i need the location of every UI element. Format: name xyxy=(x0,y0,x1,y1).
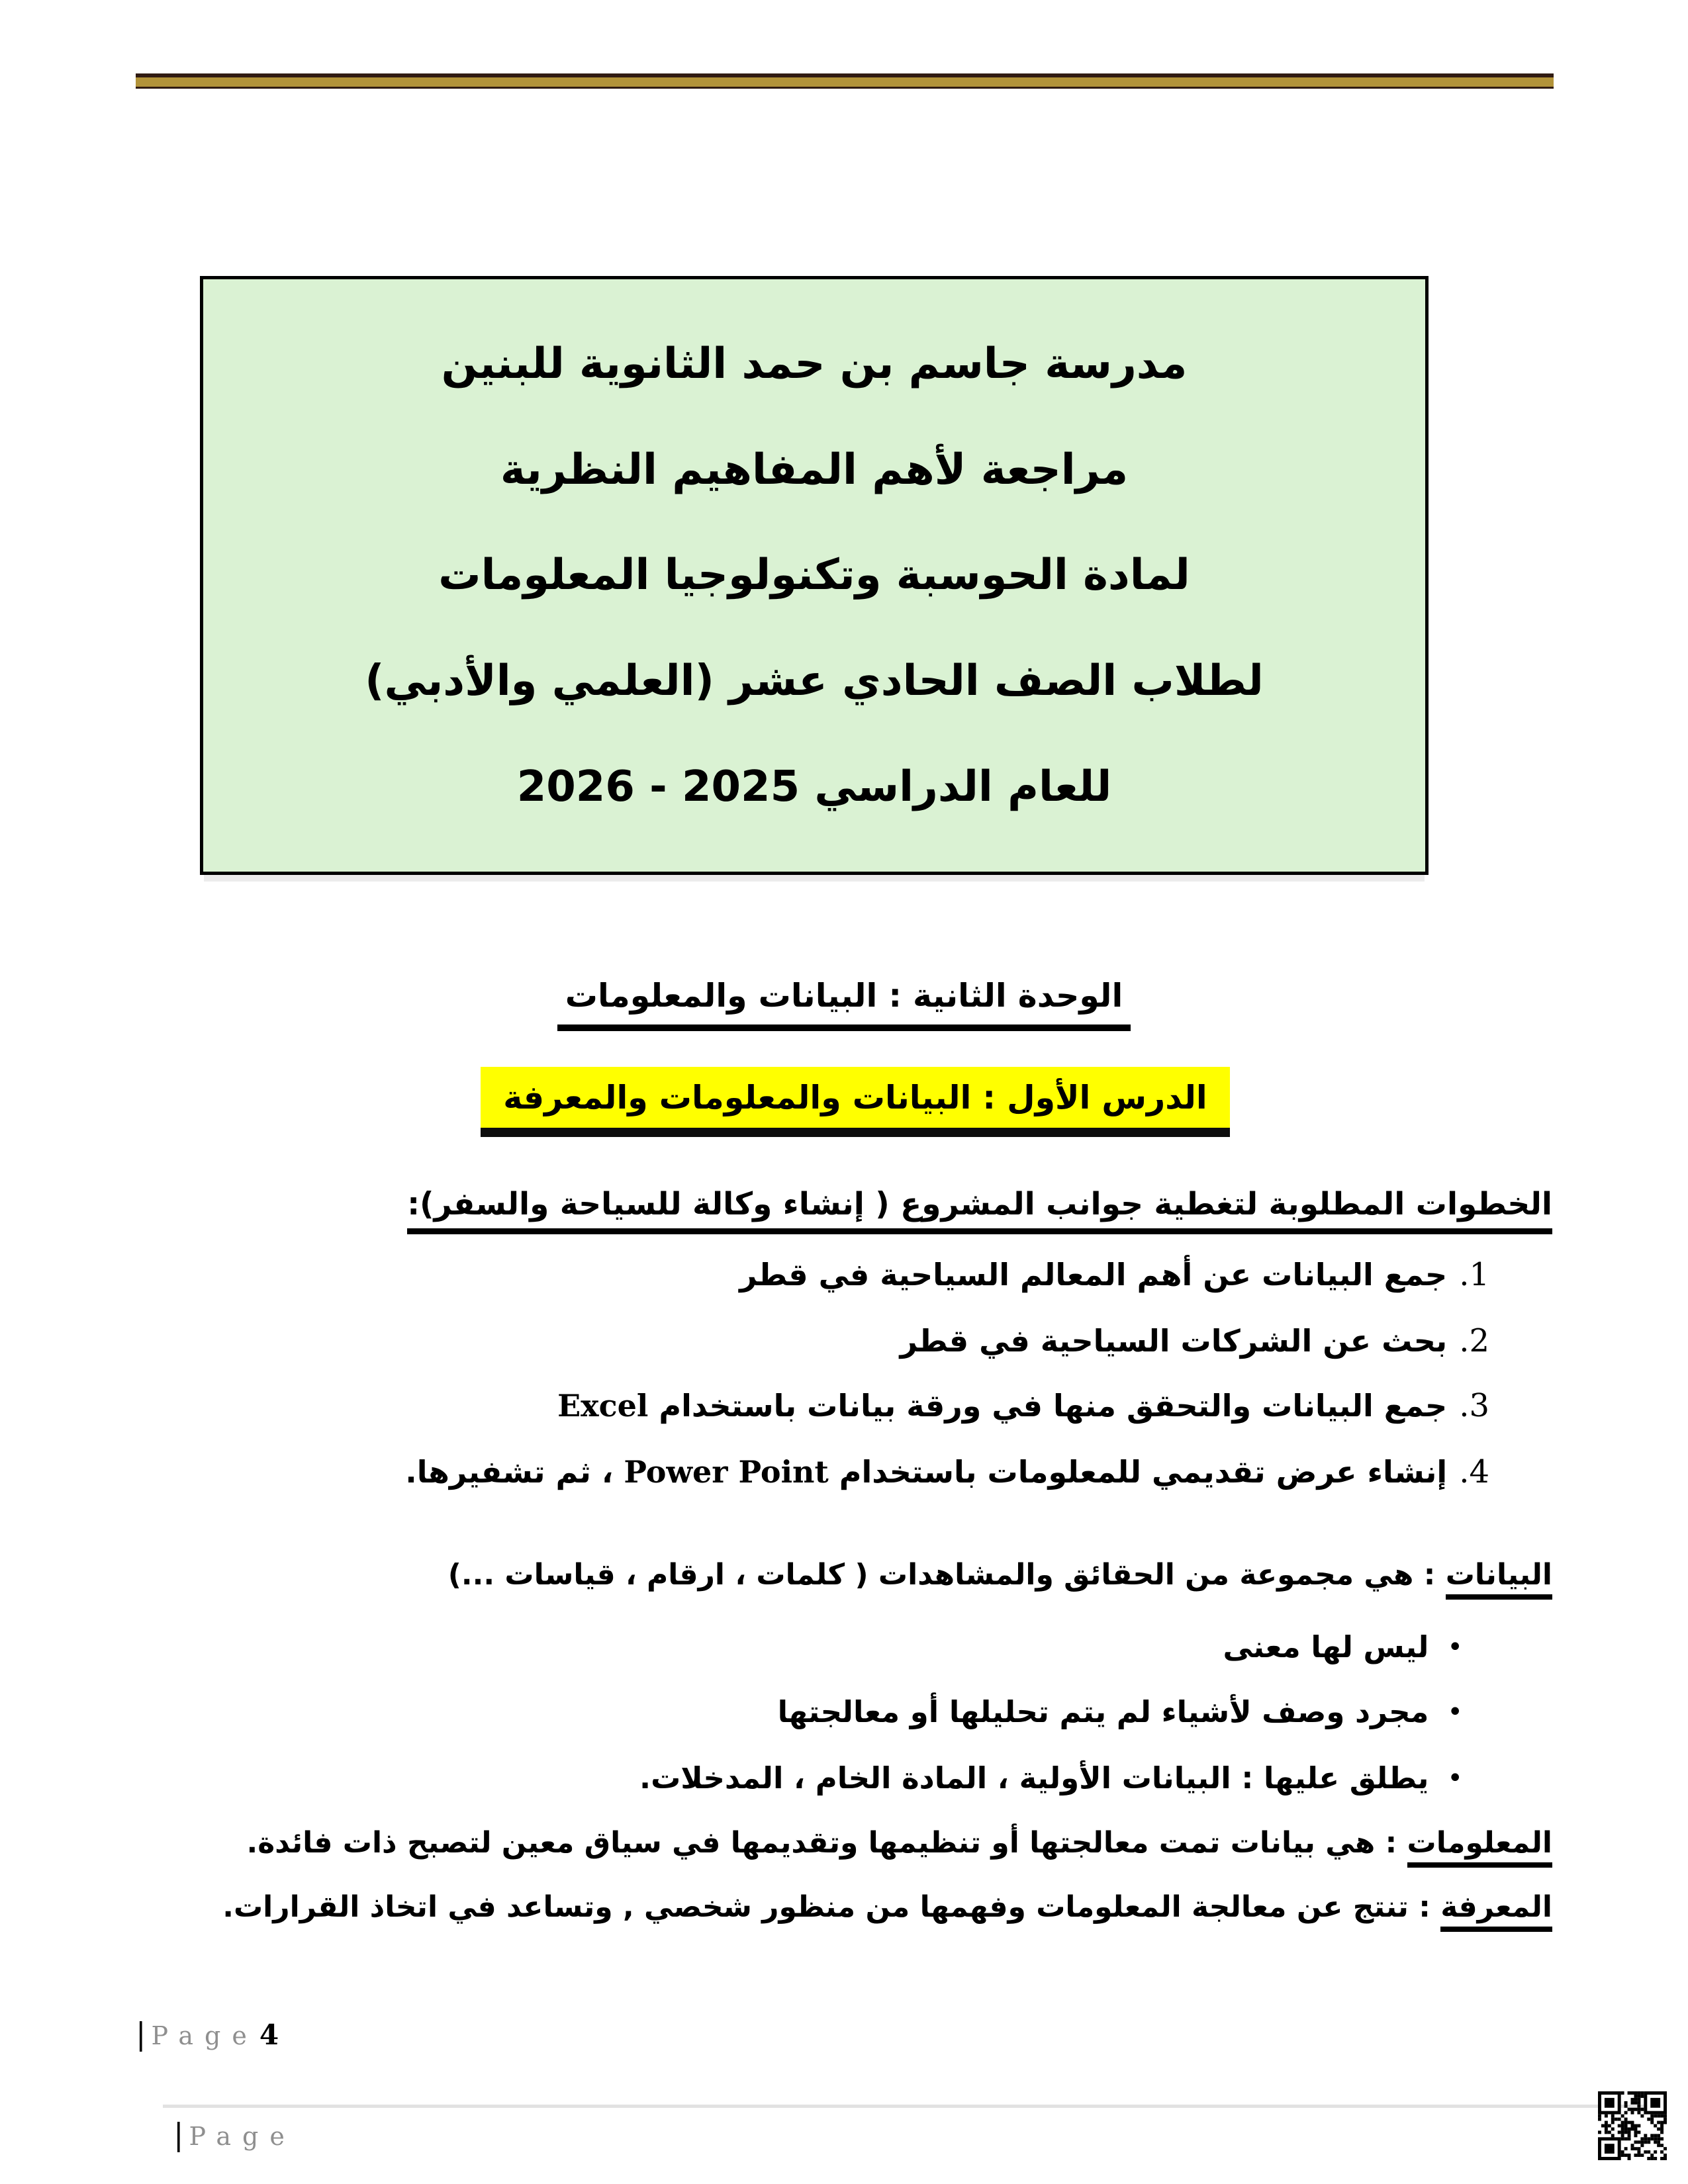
title-box xyxy=(200,276,1429,875)
steps-heading xyxy=(407,1187,1552,1234)
title-box-line: للعام الدراسي 2025 - 2026 xyxy=(516,762,1112,812)
step-number: 1. xyxy=(1459,1256,1489,1293)
title-box-line: مدرسة جاسم بن حمد الثانوية للبنين xyxy=(441,339,1188,388)
data-bullet-1 xyxy=(1223,1629,1463,1665)
decorative-top-border xyxy=(136,73,1554,89)
title-box-line: لمادة الحوسبة وتكنولوجيا المعلومات xyxy=(438,551,1190,600)
footer-bar: | xyxy=(173,2116,184,2152)
step-number: 2. xyxy=(1459,1322,1489,1359)
unit-heading xyxy=(0,978,1688,1031)
footer-bar: | xyxy=(136,2016,146,2052)
definition-term: المعلومات xyxy=(1407,1826,1552,1868)
bullet-text: مجرد وصف لأشياء لم يتم تحليلها أو معالجتها xyxy=(777,1694,1429,1729)
step-item-1 xyxy=(739,1256,1489,1293)
step-item-4 xyxy=(405,1453,1489,1490)
definition-body: : تنتج عن معالجة المعلومات وفهمها من منظور شخصي , وتساعد في اتخاذ القرارات. xyxy=(222,1890,1441,1924)
data-bullet-2 xyxy=(778,1694,1463,1730)
qr-code xyxy=(1597,2091,1667,2160)
footer-page-number xyxy=(136,2016,279,2052)
step-text: إنشاء عرض تقديمي للمعلومات باستخدام Power Point ، ثم تشفيرها. xyxy=(405,1454,1448,1490)
lesson-heading-highlight xyxy=(481,1067,1230,1137)
step-item-2 xyxy=(900,1322,1489,1359)
bullet-icon: • xyxy=(1447,1697,1463,1727)
definition-knowledge xyxy=(222,1889,1552,1925)
definition-information xyxy=(246,1825,1552,1861)
step-item-3 xyxy=(557,1387,1489,1424)
step-text: جمع البيانات عن أهم المعالم السياحية في قطر xyxy=(739,1257,1448,1293)
bullet-text: يطلق عليها : البيانات الأولية ، المادة الخام ، المدخلات. xyxy=(639,1760,1429,1796)
footer-page-label: Page xyxy=(151,2021,258,2050)
steps-heading-text: الخطوات المطلوبة لتغطية جوانب المشروع ( إنشاء وكالة للسياحة والسفر): xyxy=(407,1187,1552,1234)
title-box-line: لطلاب الصف الحادي عشر (العلمي والأدبي) xyxy=(365,657,1264,706)
step-text: جمع البيانات والتحقق منها في ورقة بيانات باستخدام Excel xyxy=(557,1388,1448,1424)
definition-body: : هي بيانات تمت معالجتها أو تنظيمها وتقديمها في سياق معين لتصبح ذات فائدة. xyxy=(246,1826,1407,1860)
definition-body: : هي مجموعة من الحقائق والمشاهدات ( كلمات ، ارقام ، قياسات ...) xyxy=(447,1558,1446,1592)
unit-heading-text: الوحدة الثانية : البيانات والمعلومات xyxy=(557,978,1131,1031)
definition-term: البيانات xyxy=(1446,1558,1552,1600)
footer-page-label-row xyxy=(173,2116,296,2152)
definition-data xyxy=(448,1557,1552,1593)
lesson-heading-text: الدرس الأول : البيانات والمعلومات والمعرفة xyxy=(503,1078,1207,1116)
definition-term: المعرفة xyxy=(1440,1890,1552,1932)
bullet-icon: • xyxy=(1447,1632,1463,1662)
title-box-line: مراجعة لأهم المفاهيم النظرية xyxy=(500,445,1129,494)
step-number: 4. xyxy=(1459,1453,1489,1490)
step-number: 3. xyxy=(1459,1387,1489,1424)
footer-page-number-value: 4 xyxy=(259,2019,279,2051)
bullet-icon: • xyxy=(1447,1763,1463,1794)
data-bullet-3 xyxy=(639,1760,1463,1796)
footer-divider xyxy=(163,2105,1660,2108)
footer-page-label: Page xyxy=(189,2122,296,2151)
bullet-text: ليس لها معنى xyxy=(1223,1629,1429,1664)
step-text: بحث عن الشركات السياحية في قطر xyxy=(900,1323,1448,1359)
